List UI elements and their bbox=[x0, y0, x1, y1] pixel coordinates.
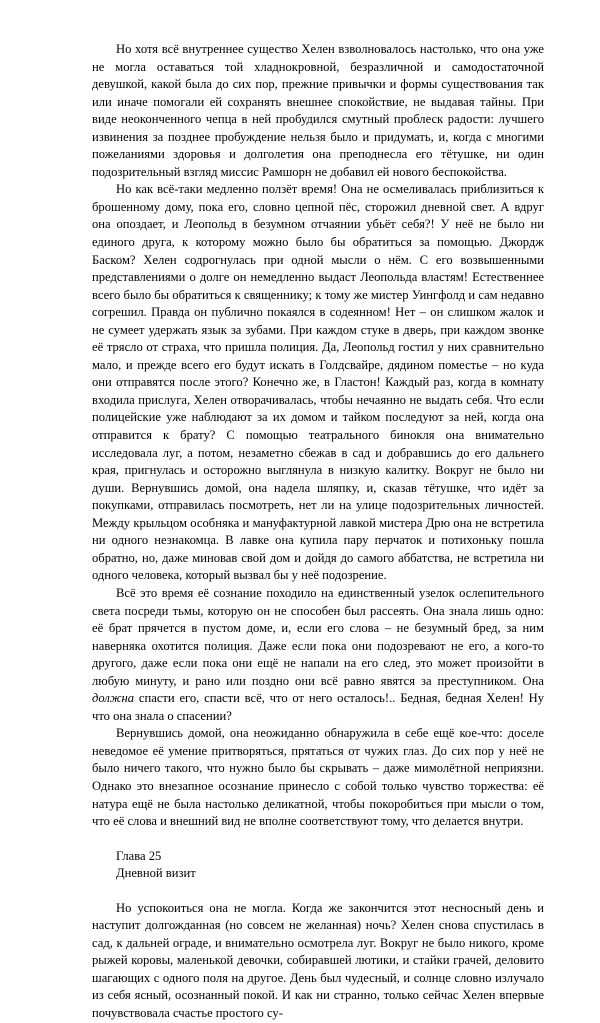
chapter-heading bbox=[116, 848, 544, 883]
paragraph-text-end: спасти его, спасти всё, что от него осталось!.. Бедная, бедная Хелен! Ну что она знала о спасении? bbox=[92, 691, 544, 723]
body-text bbox=[92, 41, 544, 1023]
paragraph-return-home: Вернувшись домой, она неожиданно обнаружила в себе ещё кое-что: доселе неведомое её умение притворяться, прятаться от чужих глаз. До сих пор у неё не было ничего такого, что нужно было бы скрывать – даже мимолётной неприязни. Однако это внезапное осознание принесло с собой только чувство торжества: её натура ещё не была настолько деликатной, чтобы покоробиться при мысли о том, что её слова и внешний вид не вполне соответствуют тому, что делается внутри. bbox=[92, 726, 544, 829]
paragraph-chapter-start: Но успокоиться она не могла. Когда же закончится этот несносный день и наступит долгожданная (но совсем не желанная) ночь? Хелен снова спустилась в сад, к дальней ограде, и внимательно осмотрела луг. Вокруг не было никого, кроме рыжей коровы, маленькой девочки, собиравшей лютики, и стайки грачей, деловито шагающих с одного поля на другое. День был чудесный, и солнце словно излучало из себя ясный, осознанный покой. И как ни странно, только сейчас Хелен впервые почувствовала счастье простого су- bbox=[92, 900, 544, 1020]
emphasized-word: должна bbox=[92, 691, 135, 706]
paragraph-bonnet: Но хотя всё внутреннее существо Хелен взволновалось настолько, что она уже не могла оставаться той хладнокровной, безразличной и самодостаточной девушкой, какой была до сих пор, прежние привычки и формы существования так или иначе помогали ей сохранять внешнее спокойствие, не выдавая тайны. При виде неоконченного чепца в ней пробудился смутный проблеск радости: лучшего извинения за позднее пробуждение нельзя было и придумать, и, когда с многими пожеланиями здоровья и долголетия она преподнесла его тётушке, ни один подозрительный взгляд миссис Рамшорн не добавил ей нового беспокойства. bbox=[92, 42, 544, 179]
paragraph-text-start: Всё это время её сознание походило на единственный узелок ослепительного света посреди тьмы, которую он не способен был рассеять. Она знала лишь одно: её брат прячется в пустом доме, и, если его слова – не безумный бред, за ним наверняка охотится полиция. Даже если пока они подозревают не его, а кого-то другого, даже если пока они ещё не напали на его след, это может произойти в любую минуту, и рано или поздно они всё равно явятся за преступником. Она bbox=[92, 585, 544, 688]
chapter-number: Глава 25 bbox=[116, 848, 162, 863]
chapter-title: Дневной визит bbox=[116, 866, 196, 881]
paragraph-waiting: Но как всё-таки медленно ползёт время! Она не осмеливалась приблизиться к брошенному дому, пока его, словно цепной пёс, сторожил дневной свет. А вдруг она опоздает, и Леопольд в безумном отчаянии убьёт себя?! У неё не было ни единого друга, к которому можно было бы обратиться за помощью. Джордж Баском? Хелен содрогнулась при одной мысли о нём. С его возвышенными представлениями о долге он немедленно выдаст Леопольда властям! Естественнее всего было бы обратиться к священнику; к тому же мистер Уингфолд и сам недавно согрешил. Правда он публично покаялся в содеянном! Нет – он слишком жалок и не сумеет удержать язык за зубами. При каждом стуке в дверь, при каждом звонке её трясло от страха, что пришла полиция. Да, Леопольд гостил у них сравнительно мало, и прежде всего его будут искать в Голдсвайре, дядином поместье – но куда они отправятся после этого? Конечно же, в Гластон! Каждый раз, когда в комнату входила прислуга, Хелен отворачивалась, чтобы нечаянно не выдать себя. Что если полицейские уже наблюдают за их домом и тайком последуют за ней, когда она отправится к брату? С помощью театрального бинокля она внимательно исследовала луг, а потом, незаметно сбежав в сад и добравшись до его дальнего края, пригнулась и осторожно выглянула в низкую калитку. Вокруг не было ни души. Вернувшись домой, она надела шляпку, и, сказав тётушке, что идёт за покупками, отправилась посмотреть, нет ли на улице подозрительных личностей. Между крыльцом особняка и мануфактурной лавкой мистера Дрю она не встретила ни одного незнакомца. В лавке она купила пару перчаток и потихоньку пошла обратно, но, даже миновав свой дом и дойдя до самого аббатства, не встретила ни одного человека, который вызвал бы у неё подозрение. bbox=[92, 182, 544, 583]
paragraph-consciousness bbox=[92, 585, 544, 725]
